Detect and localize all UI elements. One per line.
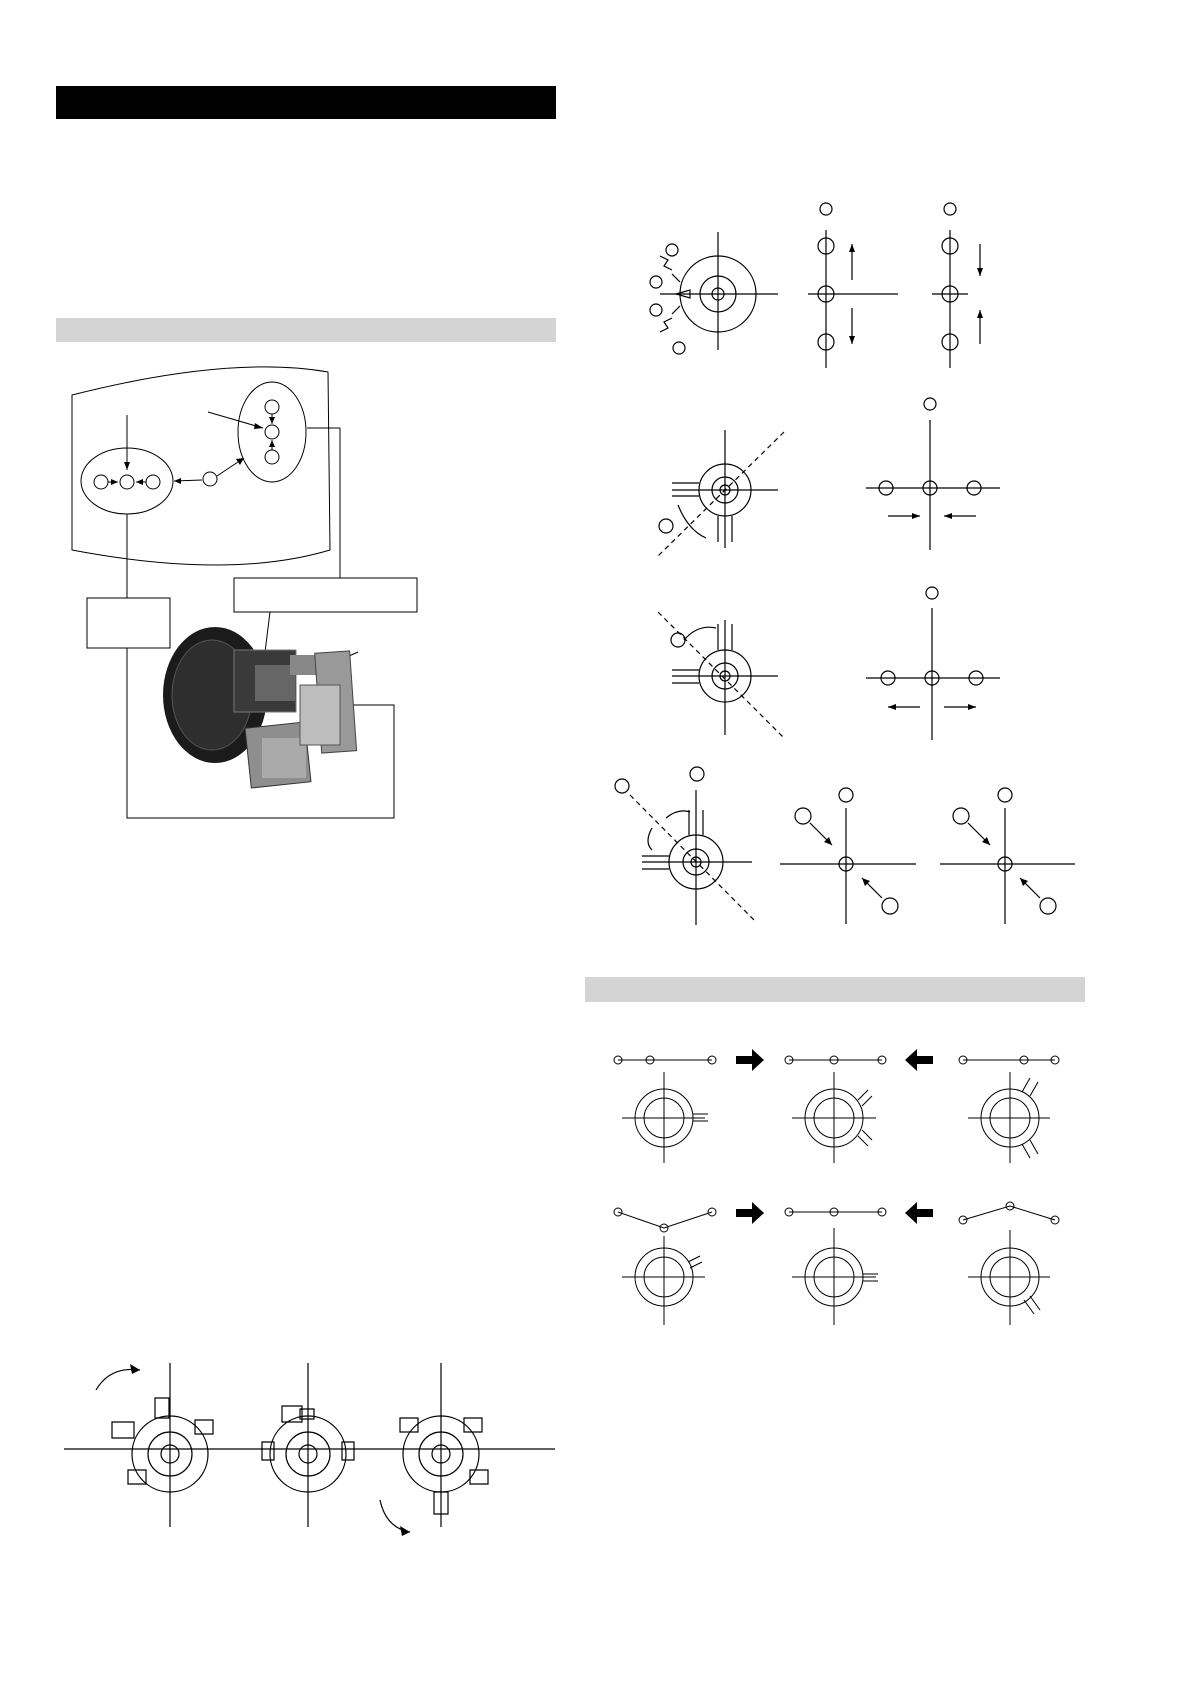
left-arrow-icon bbox=[905, 1049, 933, 1071]
ring-magnet-a bbox=[112, 1398, 213, 1492]
step-b3 bbox=[959, 1202, 1059, 1325]
step-b2 bbox=[785, 1208, 886, 1325]
step-a3 bbox=[959, 1056, 1059, 1163]
step-a2 bbox=[785, 1056, 886, 1163]
right-arrow-icon bbox=[736, 1049, 764, 1071]
right-arrow-icon bbox=[736, 1202, 764, 1224]
step-a1 bbox=[614, 1056, 716, 1163]
step-b1 bbox=[614, 1208, 716, 1325]
left-arrow-icon bbox=[905, 1202, 933, 1224]
ring-magnet-c bbox=[400, 1416, 488, 1514]
